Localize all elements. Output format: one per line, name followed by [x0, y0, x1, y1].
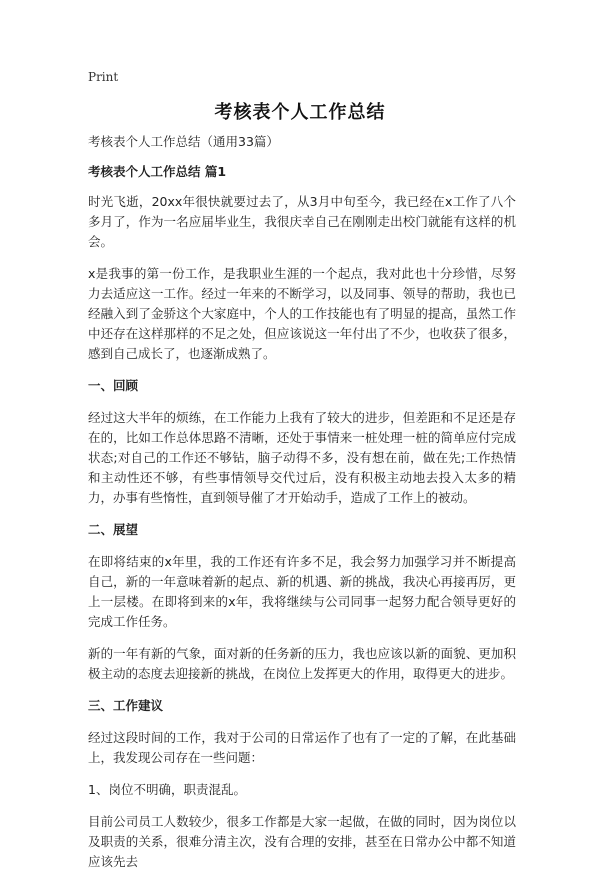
paragraph-6: 经过这段时间的工作，我对于公司的日常运作了也有了一定的了解，在此基础上，我发现公司存在一些问题： — [88, 730, 516, 765]
subtitle: 考核表个人工作总结（通用33篇） — [88, 134, 279, 149]
heading-suggestions: 三、工作建议 — [88, 698, 164, 713]
paragraph-3: 经过这大半年的烦练，在工作能力上我有了较大的进步，但差距和不足还是存在的，比如工作总体思路不清晰，还处于事情来一桩处理一桩的简单应付完成状态;对自己的工作还不够钻，脑子动得不多，没有想在前，做在先;工作热情和主动性还不够，有些事情领导交代过后，没有积极主动地去投入太多的精力，办事有些惰性，直到领导催了才开始动手，造成了工作上的被动。 — [88, 410, 516, 505]
paragraph-4: 在即将结束的x年里，我的工作还有许多不足，我会努力加强学习并不断提高自己，新的一年意味着新的起点、新的机遇、新的挑战，我决心再接再厉，更上一层楼。在即将到来的x年，我将继续与公司同事一起努力配合领导更好的完成工作任务。 — [88, 554, 516, 629]
paragraph-7: 1、岗位不明确，职责混乱。 — [88, 782, 246, 797]
paragraph-1: 时光飞逝，20xx年很快就要过去了，从3月中旬至今，我已经在x工作了八个多月了，作为一名应届毕业生，我很庆幸自己在刚刚走出校门就能有这样的机会。 — [88, 194, 516, 249]
paragraph-8: 目前公司员工人数较少，很多工作都是大家一起做，在做的同时，因为岗位以及职责的关系，很难分清主次，没有合理的安排，甚至在日常办公中都不知道应该先去 — [88, 814, 516, 869]
section-title: 考核表个人工作总结 篇1 — [88, 164, 227, 179]
heading-review: 一、回顾 — [88, 378, 139, 393]
paragraph-5: 新的一年有新的气象，面对新的任务新的压力，我也应该以新的面貌、更加积极主动的态度去迎接新的挑战，在岗位上发挥更大的作用，取得更大的进步。 — [88, 646, 516, 681]
page-title: 考核表个人工作总结 — [214, 102, 386, 123]
heading-outlook: 二、展望 — [88, 522, 139, 537]
document-body — [88, 132, 516, 884]
paragraph-2: x是我事的第一份工作，是我职业生涯的一个起点，我对此也十分珍惜，尽努力去适应这一工作。经过一年来的不断学习，以及同事、领导的帮助，我也已经融入到了金骄这个大家庭中，个人的工作技能也有了明显的提高，虽然工作中还存在这样那样的不足之处，但应该说这一年付出了不少，也收获了很多，感到自己成长了，也逐渐成熟了。 — [88, 266, 516, 361]
print-label: Print — [88, 70, 119, 84]
